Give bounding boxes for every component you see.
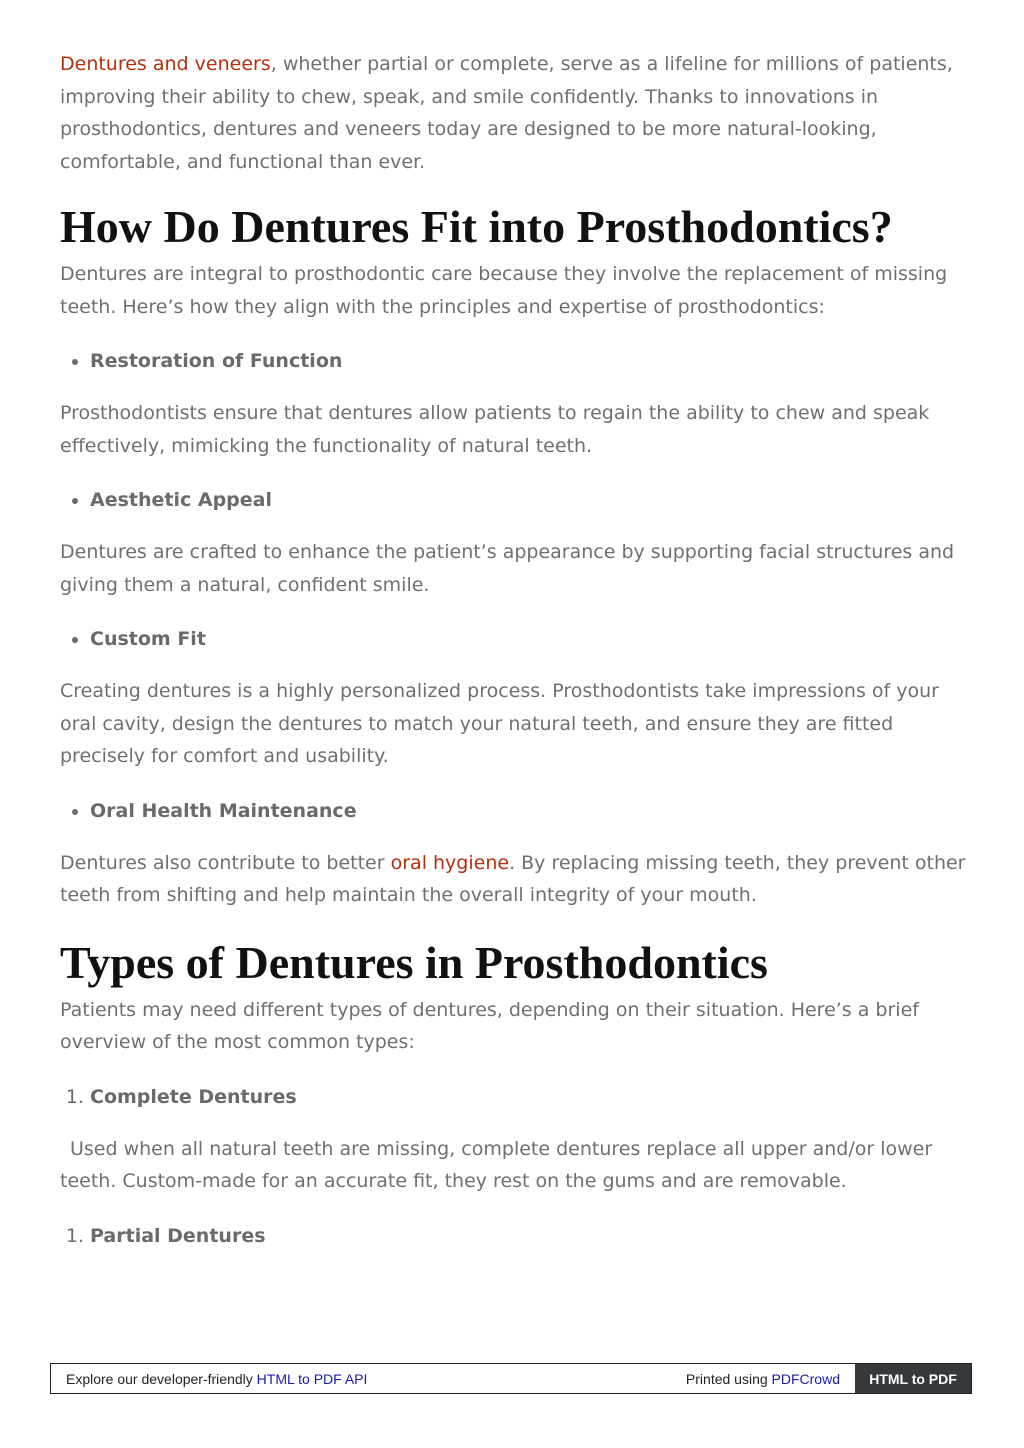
section-lead: Patients may need different types of dentures, depending on their situation. Here’s a brief overview of the most common types: xyxy=(60,998,919,1053)
list-item-body xyxy=(60,847,970,912)
footer-printed-text: Printed using xyxy=(685,1370,768,1387)
section-heading-types: Types of Dentures in Prosthodontics xyxy=(60,936,768,988)
list-item-title: • Restoration of Function xyxy=(90,345,970,377)
list-item-body: Creating dentures is a highly personalized process. Prosthodontists take impressions of your oral cavity, design the dentures to match your natural teeth, and ensure they are fitted precisely for comfort and usability. xyxy=(60,680,939,767)
article-content xyxy=(60,48,970,1272)
list-item-title: • Custom Fit xyxy=(90,623,970,655)
html-to-pdf-api-link[interactable]: HTML to PDF API xyxy=(256,1370,368,1387)
footer-explore xyxy=(51,1364,686,1393)
dentures-veneers-link[interactable]: Dentures and veneers xyxy=(60,53,271,75)
footer-printed xyxy=(686,1364,855,1393)
list-item-title: 1. Complete Dentures xyxy=(90,1081,970,1113)
list-item-title: 1. Partial Dentures xyxy=(90,1220,970,1252)
bullet-list xyxy=(60,484,970,516)
oral-hygiene-link[interactable]: oral hygiene xyxy=(390,851,510,874)
section-heading-fit: How Do Dentures Fit into Prosthodontics? xyxy=(60,201,893,252)
body-text: . By replacing missing teeth, they prevent other teeth from shifting and help maintain the overall integrity of your mouth. xyxy=(60,851,966,906)
pdfcrowd-link[interactable]: PDFCrowd xyxy=(771,1370,840,1387)
bullet-list xyxy=(60,623,970,655)
numbered-list xyxy=(60,1220,970,1252)
intro-paragraph xyxy=(60,48,970,178)
list-item-body: Used when all natural teeth are missing, complete dentures replace all upper and/or lower teeth. Custom-made for an accurate fit, they rest on the gums and are removable. xyxy=(60,1137,933,1192)
html-to-pdf-badge[interactable]: HTML to PDF xyxy=(855,1364,971,1393)
pdfcrowd-footer xyxy=(50,1363,972,1394)
intro-text: , whether partial or complete, serve as a lifeline for millions of patients, improving their ability to chew, speak, and smile confidently. Thanks to innovations in prosthodontics, dentures and veneers today are designed to be more natural-looking, comfortable, and functional than ever. xyxy=(60,53,953,173)
body-text: Dentures also contribute to better xyxy=(60,851,391,874)
numbered-list xyxy=(60,1081,970,1113)
footer-explore-text: Explore our developer-friendly xyxy=(66,1370,253,1387)
list-item-title: • Oral Health Maintenance xyxy=(90,795,970,827)
list-item-body: Dentures are crafted to enhance the patient’s appearance by supporting facial structures and giving them a natural, confident smile. xyxy=(60,541,955,596)
bullet-list xyxy=(60,345,970,377)
list-item-body: Prosthodontists ensure that dentures allow patients to regain the ability to chew and speak effectively, mimicking the functionality of natural teeth. xyxy=(60,402,930,457)
section-lead: Dentures are integral to prosthodontic care because they involve the replacement of missing teeth. Here’s how they align with the principles and expertise of prosthodontics: xyxy=(60,263,948,318)
bullet-list xyxy=(60,795,970,827)
list-item-title: • Aesthetic Appeal xyxy=(90,484,970,516)
